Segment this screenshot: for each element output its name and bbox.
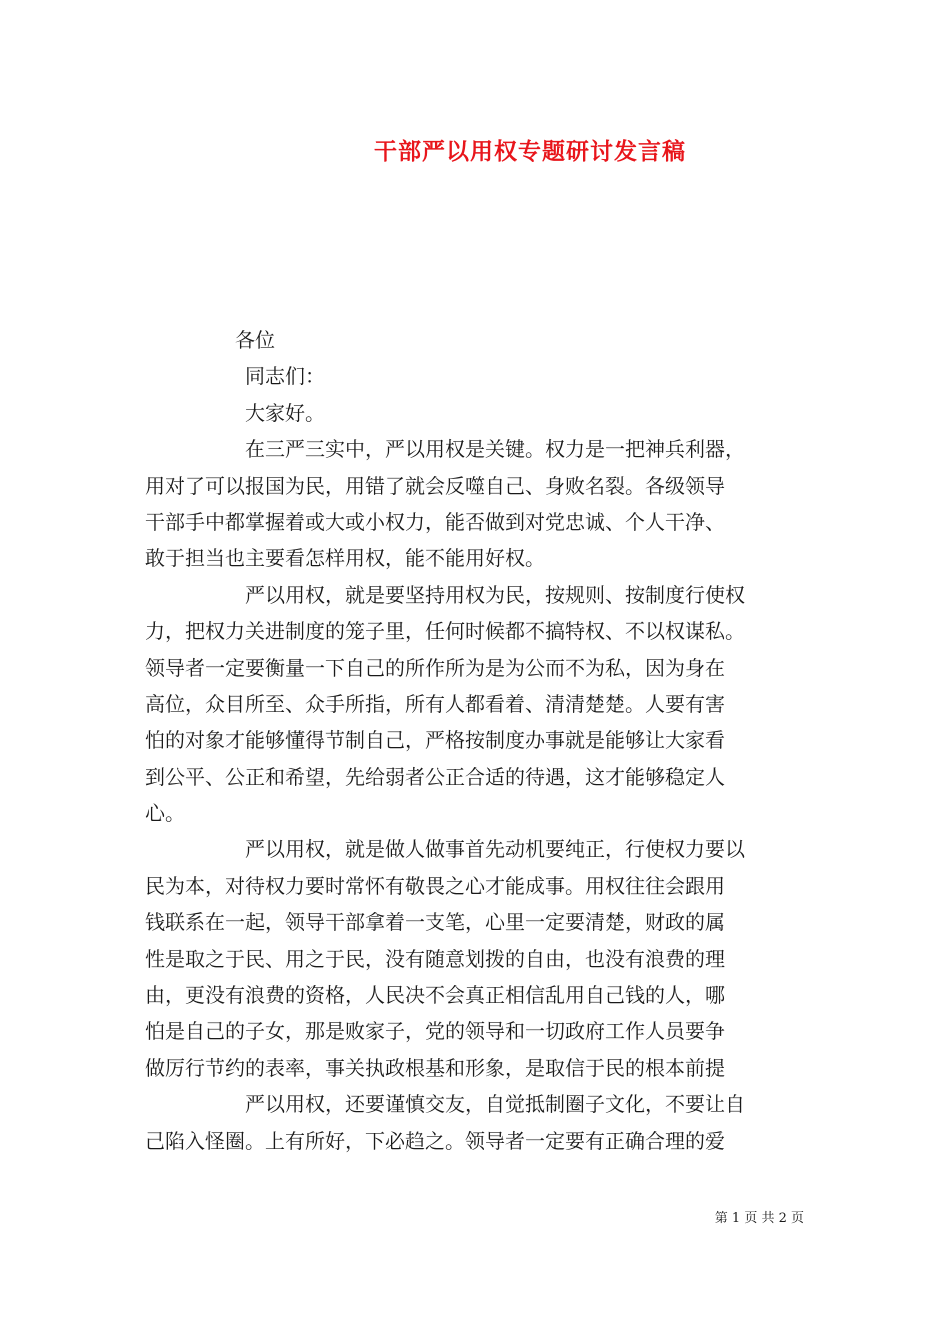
- body-text-line: 高位，众目所至、众手所指，所有人都看着、清清楚楚。人要有害: [145, 691, 725, 716]
- body-text-line: 干部手中都掌握着或大或小权力，能否做到对党忠诚、个人干净、: [145, 509, 725, 534]
- document-title: 干部严以用权专题研讨发言稿: [374, 138, 686, 165]
- body-text-line: 心。: [145, 801, 185, 826]
- page-number-footer: 第 1 页 共 2 页: [714, 1211, 804, 1226]
- body-text-line: 性是取之于民、用之于民，没有随意划拨的自由，也没有浪费的理: [145, 946, 725, 971]
- body-text-line: 在三严三实中，严以用权是关键。权力是一把神兵利器，: [245, 437, 745, 462]
- body-text-line: 做厉行节约的表率，事关执政根基和形象，是取信于民的根本前提: [145, 1055, 725, 1080]
- salutation-line: 大家好。: [245, 400, 325, 425]
- body-text-line: 严以用权，还要谨慎交友，自觉抵制圈子文化，不要让自: [245, 1092, 745, 1117]
- body-text-line: 严以用权，就是要坚持用权为民，按规则、按制度行使权: [245, 582, 745, 607]
- body-text-line: 领导者一定要衡量一下自己的所作所为是为公而不为私，因为身在: [145, 655, 725, 680]
- salutation-line: 同志们：: [245, 364, 325, 389]
- body-text-line: 己陷入怪圈。上有所好，下必趋之。领导者一定要有正确合理的爱: [145, 1128, 725, 1153]
- document-body: [145, 322, 813, 1159]
- body-text-line: 怕是自己的子女，那是败家子，党的领导和一切政府工作人员要争: [145, 1019, 725, 1044]
- body-text-line: 敢于担当也主要看怎样用权，能不能用好权。: [145, 546, 545, 571]
- body-text-line: 严以用权，就是做人做事首先动机要纯正，行使权力要以: [245, 837, 745, 862]
- body-text-line: 民为本，对待权力要时常怀有敬畏之心才能成事。用权往往会跟用: [145, 873, 725, 898]
- body-text-line: 到公平、公正和希望，先给弱者公正合适的待遇，这才能够稳定人: [145, 764, 725, 789]
- salutation-line: 各位: [235, 328, 275, 352]
- body-text-line: 钱联系在一起，领导干部拿着一支笔，心里一定要清楚，财政的属: [145, 910, 725, 935]
- body-text-line: 怕的对象才能够懂得节制自己，严格按制度办事就是能够让大家看: [145, 728, 725, 753]
- body-text-line: 力，把权力关进制度的笼子里，任何时候都不搞特权、不以权谋私。: [145, 619, 745, 644]
- body-text-line: 用对了可以报国为民，用错了就会反噬自己、身败名裂。各级领导: [145, 473, 725, 498]
- body-text-line: 由，更没有浪费的资格，人民决不会真正相信乱用自己钱的人，哪: [145, 983, 725, 1008]
